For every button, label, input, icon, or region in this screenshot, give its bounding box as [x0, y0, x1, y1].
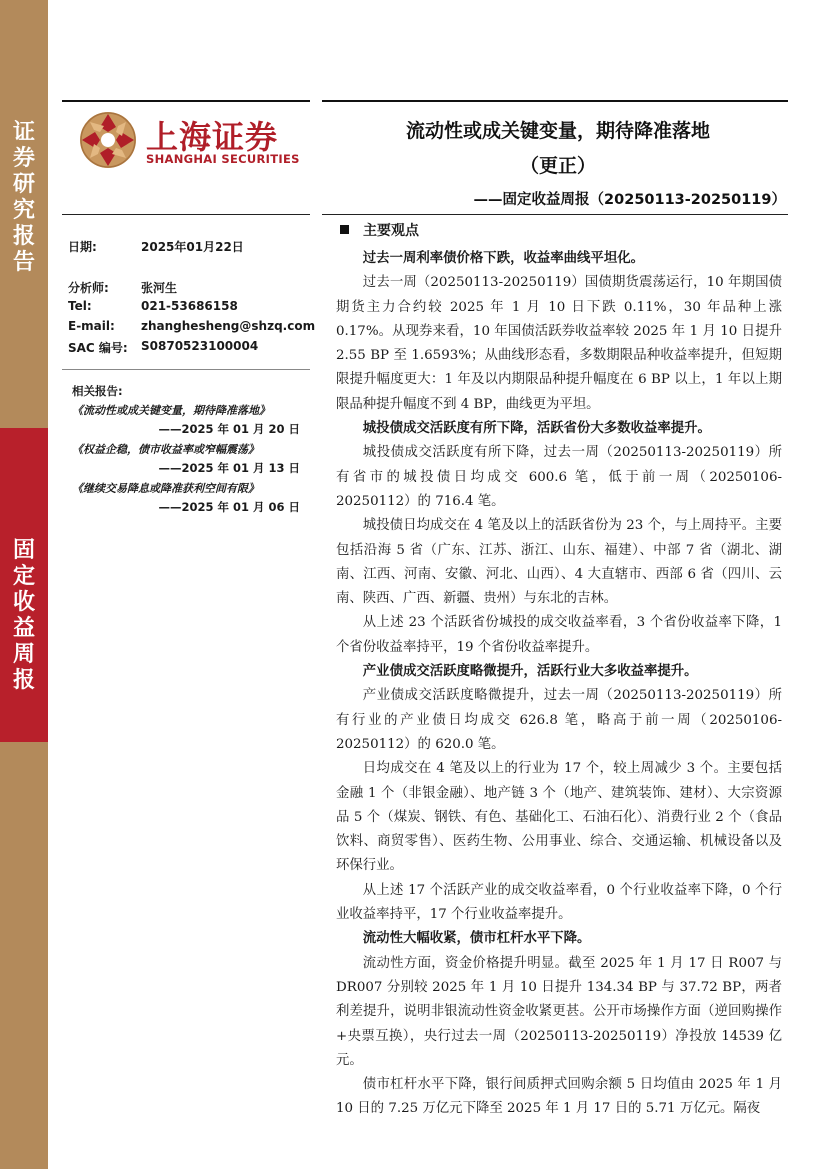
paragraph: 流动性方面，资金价格提升明显。截至 2025 年 1 月 17 日 R007 与 DR007 分别较 2025 年 1 月 10 日提升 134.34 BP 与 37.72 BP，两者利差提升，说明非银流动性资金收紧更甚。公开市场操作方面（逆回购操作+央票互换），央行过去一周（20250113-20250119）净投放 14539 亿元。 — [336, 955, 782, 1068]
section-heading-text: 主要观点 — [363, 223, 419, 239]
bullet-square-icon — [340, 225, 349, 234]
left-column-rule — [62, 214, 310, 215]
related-report-date: ——2025 年 01 月 13 日 — [158, 461, 300, 475]
related-report-date: ——2025 年 01 月 20 日 — [158, 422, 300, 436]
sidebar-char: 报 — [12, 668, 35, 693]
related-report-title[interactable]: 《权益企稳，债市收益率或窄幅震荡》 — [72, 443, 259, 456]
sidebar-top-label — [0, 120, 48, 276]
paragraph: 城投债日均成交在 4 笔及以上的活跃省份为 23 个，与上周持平。主要包括沿海 5 省（广东、江苏、浙江、山东、福建）、中部 7 省（湖北、湖南、江西、河南、安徽、河北、山西）、4 大直辖市、西部 6 省（四川、云南、陕西、广西、新疆、贵州）与东北的吉林。 — [336, 518, 782, 607]
report-title-correction: （更正） — [519, 155, 596, 177]
paragraph-heading: 城投债成交活跃度有所下降，活跃省份大多数收益率提升。 — [362, 421, 711, 437]
paragraph: 过去一周（20250113-20250119）国债期货震荡运行，10 年期国债期货主力合约较 2025 年 1 月 10 日下跌 0.11%，30 年品种上涨 0.17%。从现券来看，10 年国债活跃券收益率较 2025 年 1 月 10 日提升 2.55 BP 至 1.6593%；从曲线形态看，多数期限品种收益率提升，但短期限提升幅度更大：1 年及以内期限品种提升幅度在 6 BP 以上，1 年以上期限品种提升幅度不到 4 BP，曲线更为平坦。 — [336, 275, 782, 412]
paragraph: 从上述 17 个活跃产业的成交收益率看，0 个行业收益率下降，0 个行业收益率持平，17 个行业收益率提升。 — [336, 882, 782, 923]
report-subtitle: ——固定收益周报（20250113-20250119） — [473, 192, 786, 208]
related-report-title[interactable]: 《继续交易降息或降准获利空间有限》 — [72, 482, 259, 495]
top-rule-right — [322, 100, 788, 102]
meta-divider — [62, 369, 310, 370]
paragraph: 日均成交在 4 笔及以上的行业为 17 个，较上周减少 3 个。主要包括金融 1 个（非银金融）、地产链 3 个（地产、建筑装饰、建材）、大宗资源品 5 个（煤炭、钢铁、有色、基础化工、石油石化）、消费行业 2 个（食品饮料、商贸零售）、医药生物、公用事业、综合、交通运输、机械设备以及环保行业。 — [336, 761, 782, 874]
sidebar-char: 究 — [12, 198, 35, 223]
section-heading — [340, 220, 419, 240]
company-logo — [78, 108, 308, 170]
paragraph-heading: 产业债成交活跃度略微提升，活跃行业大多收益率提升。 — [362, 664, 698, 680]
sidebar-char: 益 — [12, 616, 35, 641]
sidebar-char: 周 — [12, 642, 35, 667]
date-label: 日期: — [68, 240, 97, 254]
sidebar-char: 收 — [12, 590, 35, 615]
paragraph: 产业债成交活跃度略微提升，过去一周（20250113-20250119）所有行业的产业债日均成交 626.8 笔，略高于前一周（20250106-20250112）的 620.0 笔。 — [336, 688, 782, 752]
sidebar-char: 告 — [12, 250, 35, 275]
email-label: E-mail: — [68, 319, 115, 333]
related-reports-heading: 相关报告: — [72, 384, 123, 398]
email-value[interactable]: zhanghesheng@shzq.com — [141, 319, 316, 333]
logo-text-cn: 上海证券 — [146, 118, 279, 156]
sidebar-char: 固 — [12, 538, 35, 563]
sidebar-char: 证 — [12, 120, 35, 145]
paragraph-heading: 过去一周利率债价格下跌，收益率曲线平坦化。 — [362, 251, 644, 266]
logo-text-en: SHANGHAI SECURITIES — [146, 152, 300, 166]
paragraph: 债市杠杆水平下降，银行间质押式回购余额 5 日均值由 2025 年 1 月 10 日的 7.25 万亿元下降至 2025 年 1 月 17 日的 5.71 万亿元。隔夜 — [336, 1077, 782, 1117]
sac-label: SAC 编号: — [68, 341, 128, 355]
sidebar-char: 报 — [12, 224, 35, 249]
analyst-label: 分析师: — [68, 281, 109, 295]
paragraph-heading: 流动性大幅收紧，债市杠杆水平下降。 — [362, 931, 591, 947]
sac-value: S0870523100004 — [141, 339, 259, 353]
report-body — [336, 247, 782, 1122]
top-rule-left — [62, 100, 310, 102]
tel-label: Tel: — [68, 299, 92, 313]
sidebar-char: 券 — [12, 146, 35, 171]
sidebar-char: 定 — [12, 564, 35, 589]
related-report-title[interactable]: 《流动性或成关键变量，期待降准落地》 — [72, 404, 270, 417]
paragraph: 从上述 23 个活跃省份城投的成交收益率看，3 个省份收益率下降，1 个省份收益率持平，19 个省份收益率提升。 — [336, 615, 782, 655]
tel-value: 021-53686158 — [141, 299, 238, 313]
report-title: 流动性或成关键变量，期待降准落地 — [405, 120, 710, 142]
logo-emblem-icon — [78, 110, 138, 170]
sidebar-mid-label — [0, 538, 48, 694]
date-value: 2025年01月22日 — [141, 240, 244, 254]
analyst-value: 张河生 — [141, 281, 178, 295]
related-report-date: ——2025 年 01 月 06 日 — [158, 500, 300, 514]
paragraph: 城投债成交活跃度有所下降，过去一周（20250113-20250119）所有省市的城投债日均成交 600.6 笔，低于前一周（20250106-20250112）的 716.4 笔。 — [336, 445, 782, 509]
right-column-rule — [322, 214, 788, 215]
sidebar-char: 研 — [12, 172, 35, 197]
